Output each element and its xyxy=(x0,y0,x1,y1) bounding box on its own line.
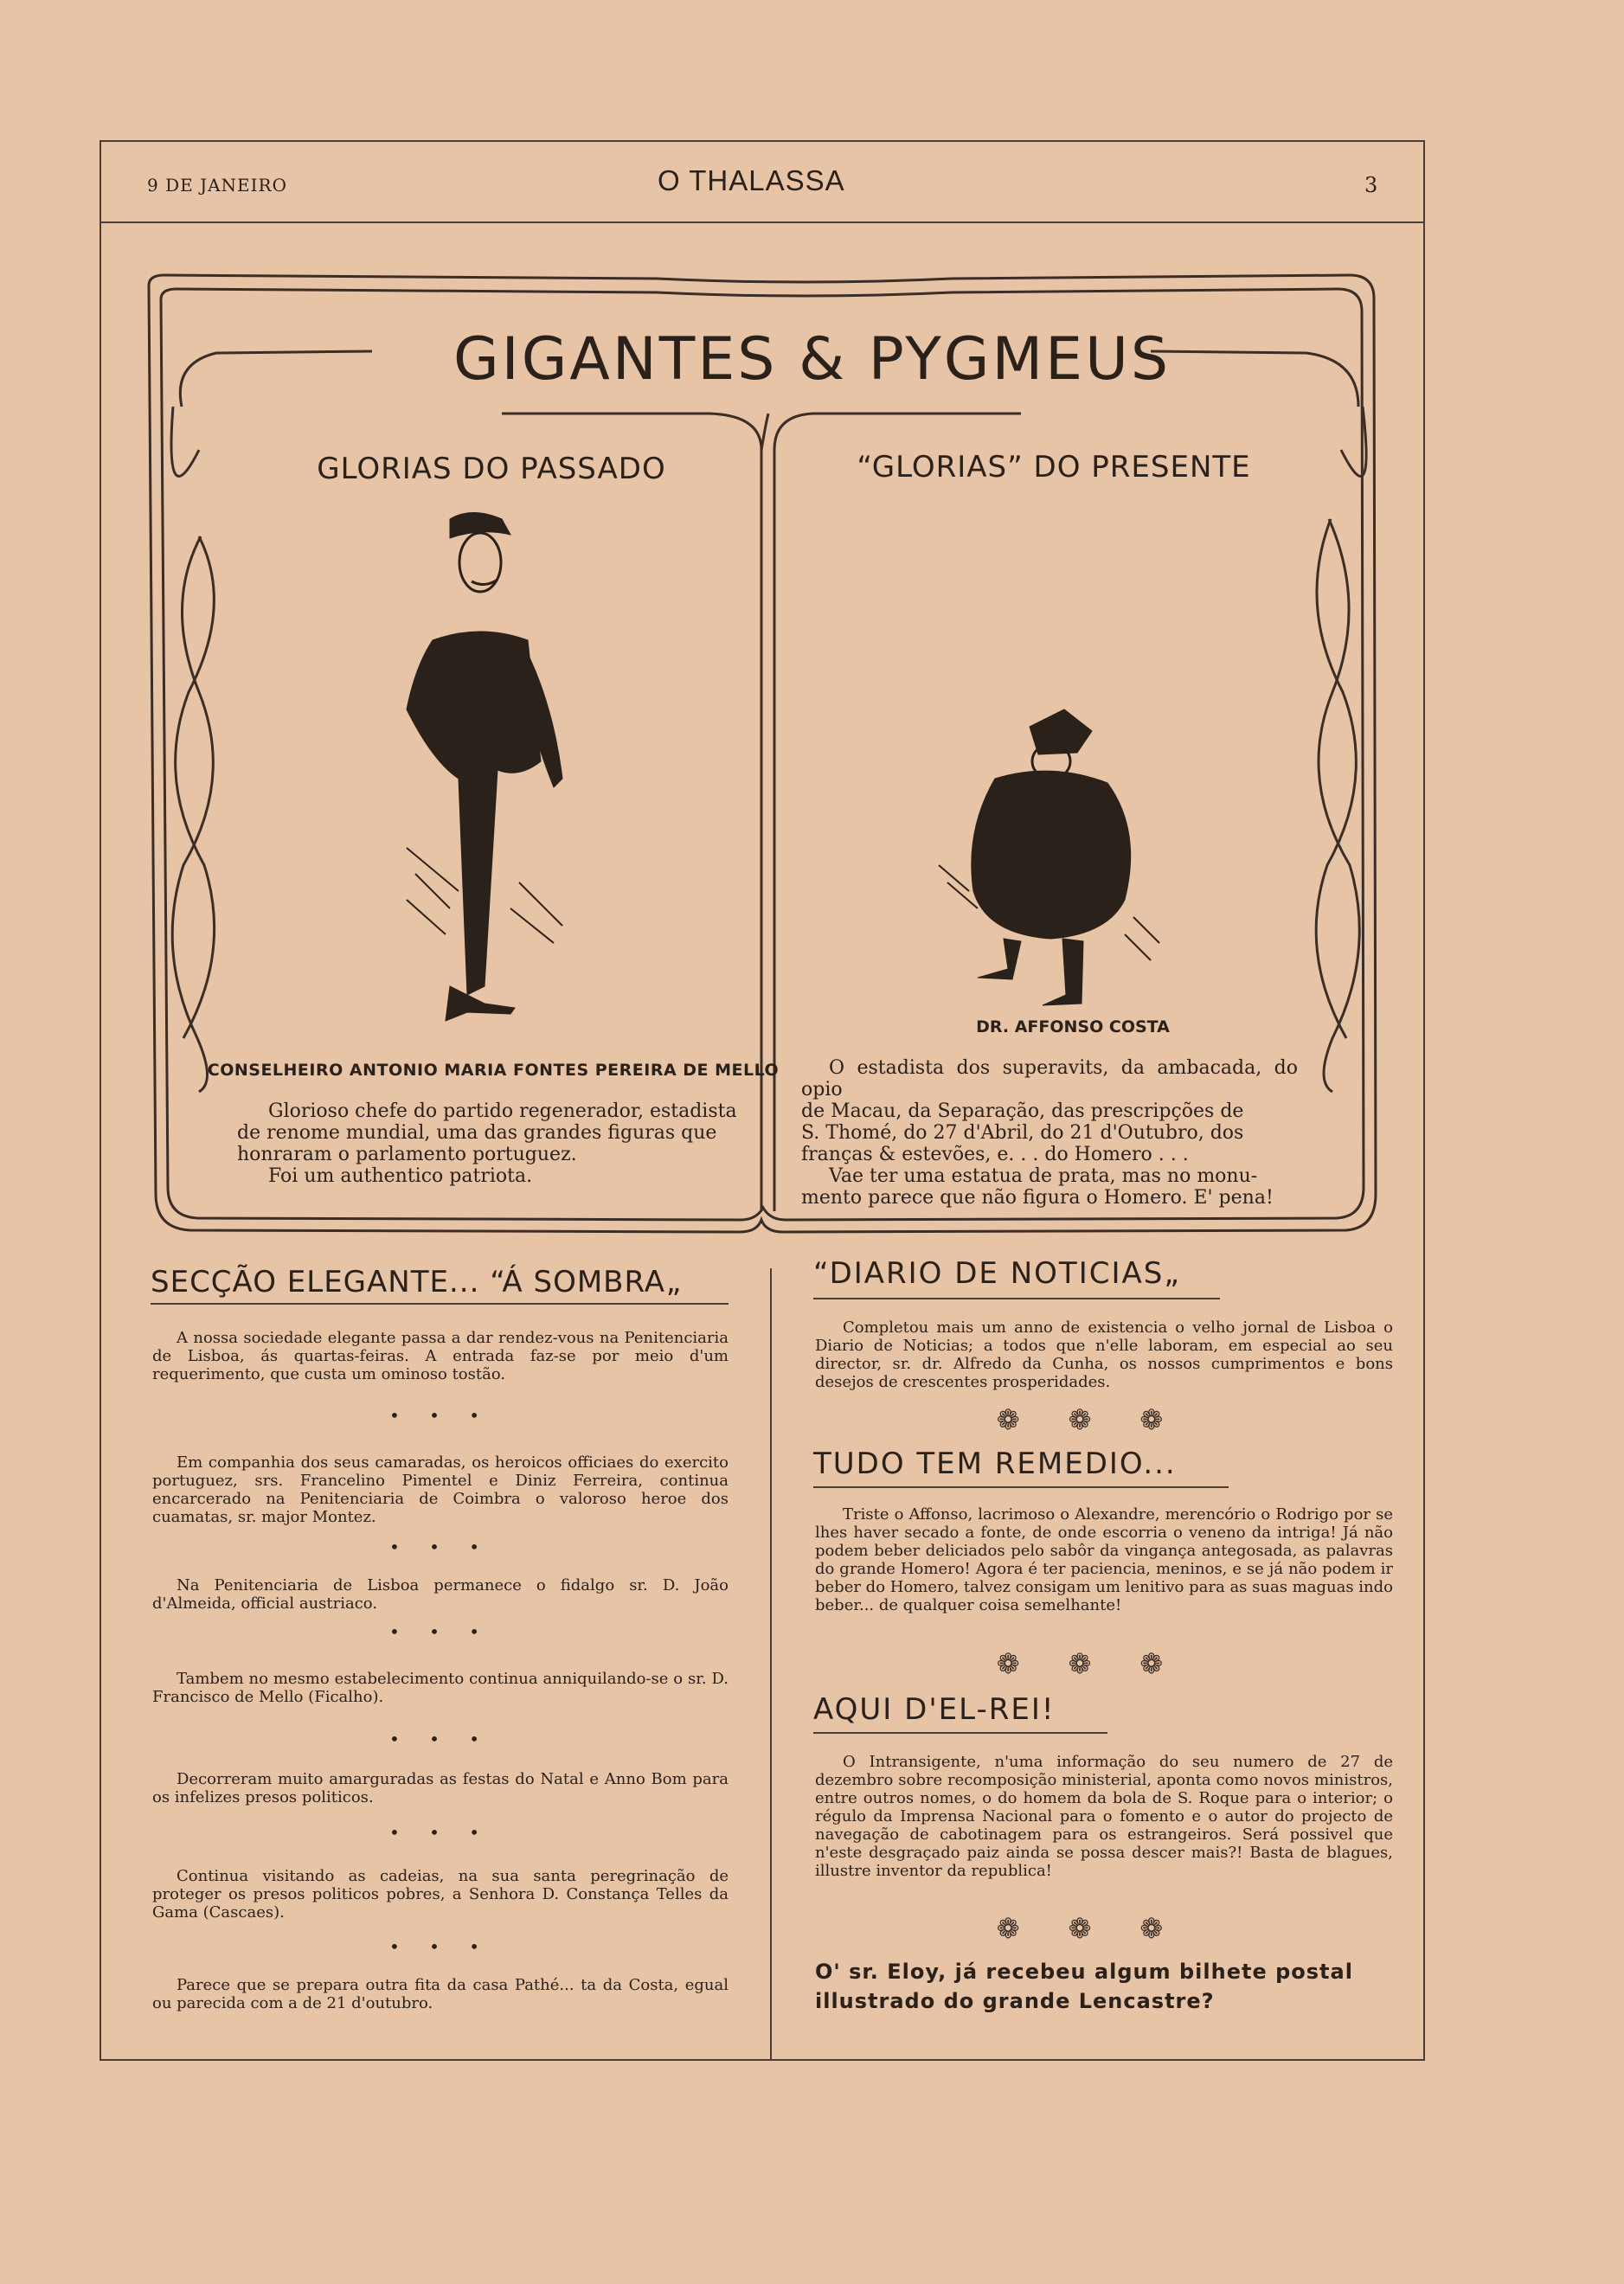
caption-line: Vae ter uma estatua de prata, mas no monu- xyxy=(829,1165,1258,1187)
closing-question: O' sr. Eloy, já recebeu algum bilhete postal illustrado do grande Lencastre? xyxy=(815,1960,1353,2013)
caption-line: franças & estevões, e. . . do Homero . . . xyxy=(801,1144,1189,1165)
stout-man-figure xyxy=(939,709,1159,1005)
section-rule xyxy=(151,1303,729,1305)
header-date: 9 DE JANEIRO xyxy=(147,175,287,196)
section-rule xyxy=(813,1732,1107,1734)
caption-line: mento parece que não figura o Homero. E' pena! xyxy=(801,1187,1274,1209)
section-heading-seccao-elegante: SECÇÃO ELEGANTE... “Á SOMBRA„ xyxy=(151,1265,683,1299)
ornament-flowers: ❁❁❁ xyxy=(996,1403,1212,1436)
caption-line: de Macau, da Separação, das prescripções de xyxy=(801,1100,1244,1122)
section-heading-tudo-tem-remedio: TUDO TEM REMEDIO... xyxy=(813,1447,1177,1481)
news-item: Na Penitenciaria de Lisboa permanece o fidalgo sr. D. João d'Almeida, official austriaco. xyxy=(152,1576,729,1613)
section-heading-diario-de-noticias: “DIARIO DE NOTICIAS„ xyxy=(813,1256,1181,1291)
separator-dots: • • • xyxy=(388,1537,492,1557)
caption-line: Glorioso chefe do partido regenerador, estadista xyxy=(268,1100,737,1122)
separator-dots: • • • xyxy=(388,1405,492,1426)
news-item: Continua visitando as cadeias, na sua santa peregrinação de proteger os presos politicos pobres, a Senhora D. Constança Telles da Gama (Cascaes). xyxy=(152,1867,729,1922)
news-item: Decorreram muito amarguradas as festas do Natal e Anno Bom para os infelizes presos politicos. xyxy=(152,1770,729,1806)
right-figure-name: DR. AFFONSO COSTA xyxy=(976,1017,1170,1036)
right-figure-caption xyxy=(801,1057,1298,1209)
ornament-flowers: ❁❁❁ xyxy=(996,1647,1212,1680)
caption-line: de renome mundial, uma das grandes figuras que xyxy=(237,1122,717,1144)
separator-dots: • • • xyxy=(388,1936,492,1957)
caption-line: Foi um authentico patriota. xyxy=(268,1165,533,1187)
ornament-flowers: ❁❁❁ xyxy=(996,1912,1212,1945)
left-figure-name: CONSELHEIRO ANTONIO MARIA FONTES PEREIRA DE MELLO xyxy=(207,1061,780,1080)
caption-line: honraram o parlamento portuguez. xyxy=(237,1144,577,1165)
column-divider xyxy=(770,1268,772,2059)
section-rule xyxy=(813,1298,1220,1299)
left-panel-heading: GLORIAS DO PASSADO xyxy=(317,452,666,486)
tall-gentleman-figure xyxy=(407,513,562,1022)
news-item: Parece que se prepara outra fita da casa Pathé... ta da Costa, egual ou parecida com a de 21 d'outubro. xyxy=(152,1976,729,2012)
newspaper-title: O THALASSA xyxy=(658,164,845,196)
news-item: Completou mais um anno de existencia o velho jornal de Lisboa o Diario de Noticias; a todos que n'elle laboram, em especial ao seu director, sr. dr. Alfredo da Cunha, os nossos cumprimentos e bons desejos de crescentes prosperidades. xyxy=(815,1318,1393,1391)
caption-line: S. Thomé, do 27 d'Abril, do 21 d'Outubro, dos xyxy=(801,1122,1244,1144)
left-figure-caption xyxy=(237,1100,756,1187)
page-number: 3 xyxy=(1364,173,1378,197)
section-heading-aqui-del-rei: AQUI D'EL-REI! xyxy=(813,1692,1056,1727)
news-item: Triste o Affonso, lacrimoso o Alexandre, merencório o Rodrigo por se lhes haver secado a fonte, de onde escorria o veneno da intriga! Já não podem beber deliciados pelo sabôr da vingança antegosada, as palavras do grande Homero! Agora é ter paciencia, meninos, e se já não podem ir beber do Homero, talvez consigam um lenitivo para as suas maguas indo beber... de qualquer coisa semelhante! xyxy=(815,1505,1393,1614)
caption-line: O estadista dos superavits, da ambacada, do opio xyxy=(801,1057,1298,1100)
cartoon-title: GIGANTES & PYGMEUS xyxy=(453,325,1171,394)
separator-dots: • • • xyxy=(388,1729,492,1749)
section-rule xyxy=(813,1486,1229,1488)
right-panel-heading: “GLORIAS” DO PRESENTE xyxy=(857,450,1251,484)
news-item: Tambem no mesmo estabelecimento continua anniquilando-se o sr. D. Francisco de Mello (Ficalho). xyxy=(152,1670,729,1706)
news-item: A nossa sociedade elegante passa a dar rendez-vous na Penitenciaria de Lisboa, ás quartas-feiras. A entrada faz-se por meio d'um requerimento, que custa um ominoso tostão. xyxy=(152,1329,729,1383)
separator-dots: • • • xyxy=(388,1822,492,1843)
news-item: Em companhia dos seus camaradas, os heroicos officiaes do exercito portuguez, srs. Francelino Pimentel e Diniz Ferreira, continua encarcerado na Penitenciaria de Coimbra o valoroso heroe dos cuamatas, sr. major Montez. xyxy=(152,1453,729,1526)
news-item: O Intransigente, n'uma informação do seu numero de 27 de dezembro sobre recomposição ministerial, aponta como novos ministros, entre outros nomes, o do homem da bola de S. Roque para o interior; o régulo da Imprensa Nacional para o fomento e o autor do projecto de navegação de cabotinagem para os estrangeiros. Será possivel que n'este desgraçado paiz ainda se possa descer mais?! Basta de blagues, illustre inventor da republica! xyxy=(815,1753,1393,1880)
separator-dots: • • • xyxy=(388,1621,492,1642)
